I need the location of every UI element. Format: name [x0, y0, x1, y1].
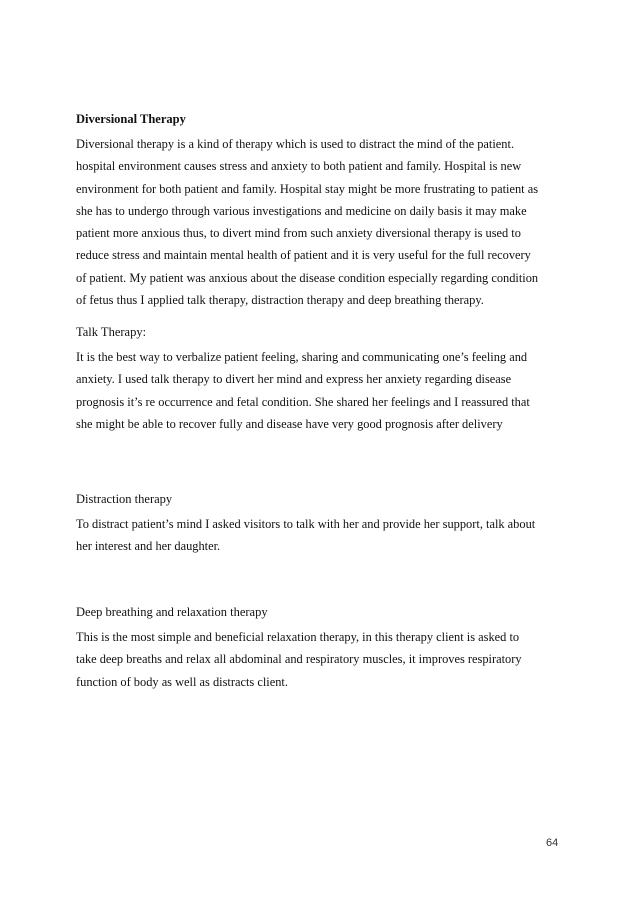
section-heading: Distraction therapy	[76, 492, 173, 506]
text-line: she might be able to recover fully and disease have very good prognosis after delivery	[76, 416, 503, 431]
text-line: hospital environment causes stress and anxiety to both patient and family. Hospital is new	[76, 159, 522, 174]
section-paragraph	[76, 346, 566, 435]
page-number: 64	[546, 837, 559, 849]
section-paragraph	[76, 513, 566, 558]
section-paragraph	[76, 133, 566, 311]
section-distraction-therapy	[76, 491, 566, 558]
section-heading: Deep breathing and relaxation therapy	[76, 605, 268, 619]
text-line: of patient. My patient was anxious about the disease condition especially regarding condition	[76, 270, 539, 285]
section-heading: Diversional Therapy	[76, 112, 186, 126]
section-heading: Talk Therapy:	[76, 325, 147, 339]
text-line: her interest and her daughter.	[76, 539, 221, 554]
text-line: It is the best way to verbalize patient feeling, sharing and communicating one’s feeling and	[76, 350, 528, 364]
text-line: To distract patient’s mind I asked visitors to talk with her and provide her support, talk about	[76, 517, 536, 531]
text-line: take deep breaths and relax all abdominal and respiratory muscles, it improves respiratory	[76, 652, 522, 667]
text-line: patient more anxious thus, to divert mind from such anxiety diversional therapy is used to	[76, 226, 521, 241]
section-diversional-therapy	[76, 111, 566, 311]
text-line: anxiety. I used talk therapy to divert her mind and express her anxiety regarding disease	[76, 372, 512, 387]
text-line: reduce stress and maintain mental health of patient and it is very useful for the full recovery	[76, 248, 531, 263]
section-talk-therapy	[76, 324, 566, 435]
section-paragraph	[76, 626, 566, 693]
text-line: function of body as well as distracts client.	[76, 674, 288, 689]
text-line: Diversional therapy is a kind of therapy which is used to distract the mind of the patient.	[76, 137, 515, 151]
text-line: of fetus thus I applied talk therapy, distraction therapy and deep breathing therapy.	[76, 293, 484, 308]
text-line: This is the most simple and beneficial relaxation therapy, in this therapy client is asked to	[76, 630, 520, 644]
section-deep-breathing-therapy	[76, 604, 566, 693]
text-line: she has to undergo through various investigations and medicine on daily basis it may make	[76, 203, 527, 218]
text-line: prognosis it’s re occurrence and fetal condition. She shared her feelings and I reassured that	[76, 394, 530, 409]
text-line: environment for both patient and family. Hospital stay might be more frustrating to patient as	[76, 181, 539, 196]
